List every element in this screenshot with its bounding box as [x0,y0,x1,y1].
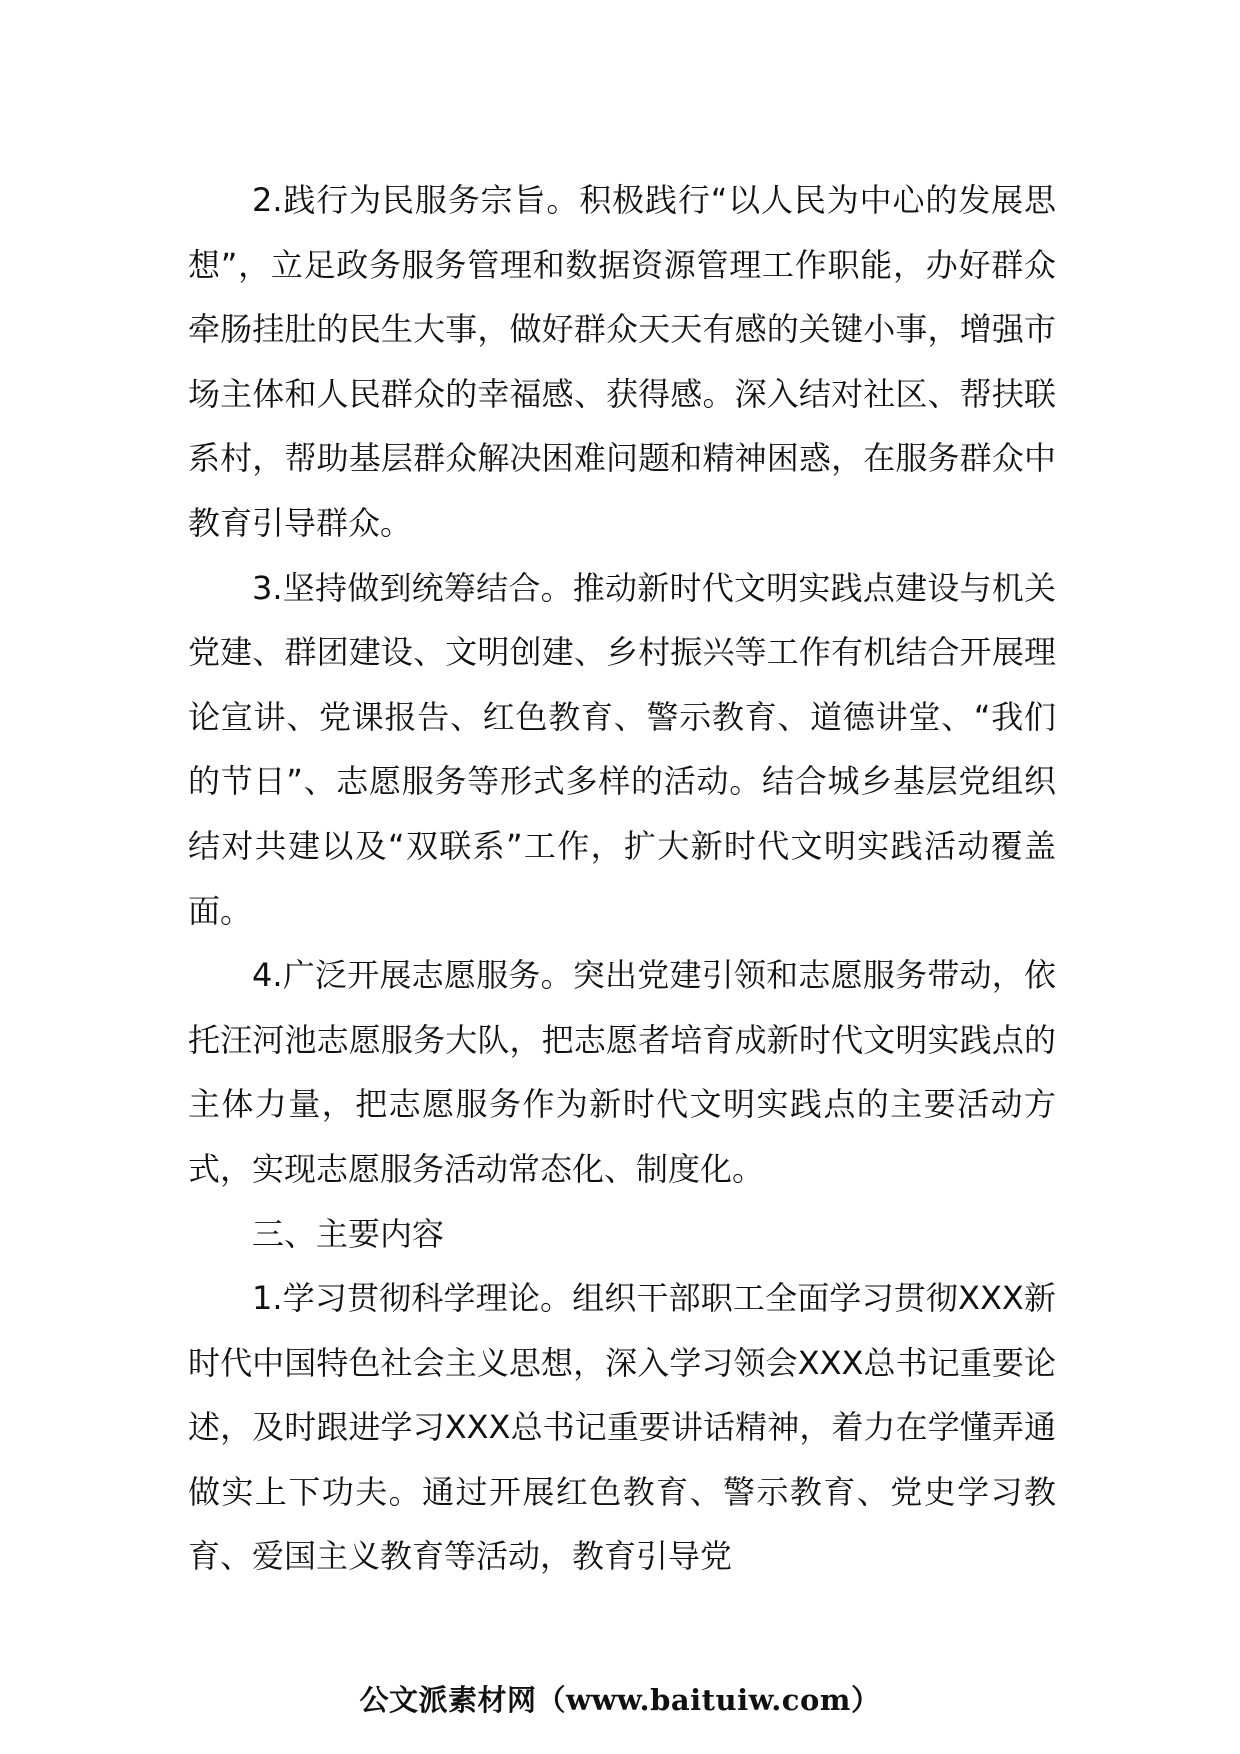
paragraph-volunteer-service: 4.广泛开展志愿服务。突出党建引领和志愿服务带动，依托汪河池志愿服务大队，把志愿者培育成新时代文明实践点的主体力量，把志愿服务作为新时代文明实践点的主要活动方式，实现志愿服务活动常态化、制度化。 [188,956,1056,1188]
paragraph-coordination: 3.坚持做到统筹结合。推动新时代文明实践点建设与机关党建、群团建设、文明创建、乡村振兴等工作有机结合开展理论宣讲、党课报告、红色教育、警示教育、道德讲堂、“我们的节日”、志愿服务等形式多样的活动。结合城乡基层党组织结对共建以及“双联系”工作，扩大新时代文明实践活动覆盖面。 [188,568,1056,930]
paragraph-study-theory: 1.学习贯彻科学理论。组织干部职工全面学习贯彻XXX新时代中国特色社会主义思想，深入学习领会XXX总书记重要论述，及时跟进学习XXX总书记重要讲话精神，着力在学懂弄通做实上下功夫。通过开展红色教育、警示教育、党史学习教育、爱国主义教育等活动，教育引导党 [188,1279,1056,1576]
document-body [188,168,1056,1589]
paragraph-serve-people: 2.践行为民服务宗旨。积极践行“以人民为中心的发展思想”，立足政务服务管理和数据资源管理工作职能，办好群众牵肠挂肚的民生大事，做好群众天天有感的关键小事，增强市场主体和人民群众的幸福感、获得感。深入结对社区、帮扶联系村，帮助基层群众解决困难问题和精神困惑，在服务群众中教育引导群众。 [188,181,1056,542]
footer-source: 公文派素材网（www.baituiw.com） [359,1683,881,1717]
section-heading-main-content: 三、主要内容 [252,1214,445,1253]
